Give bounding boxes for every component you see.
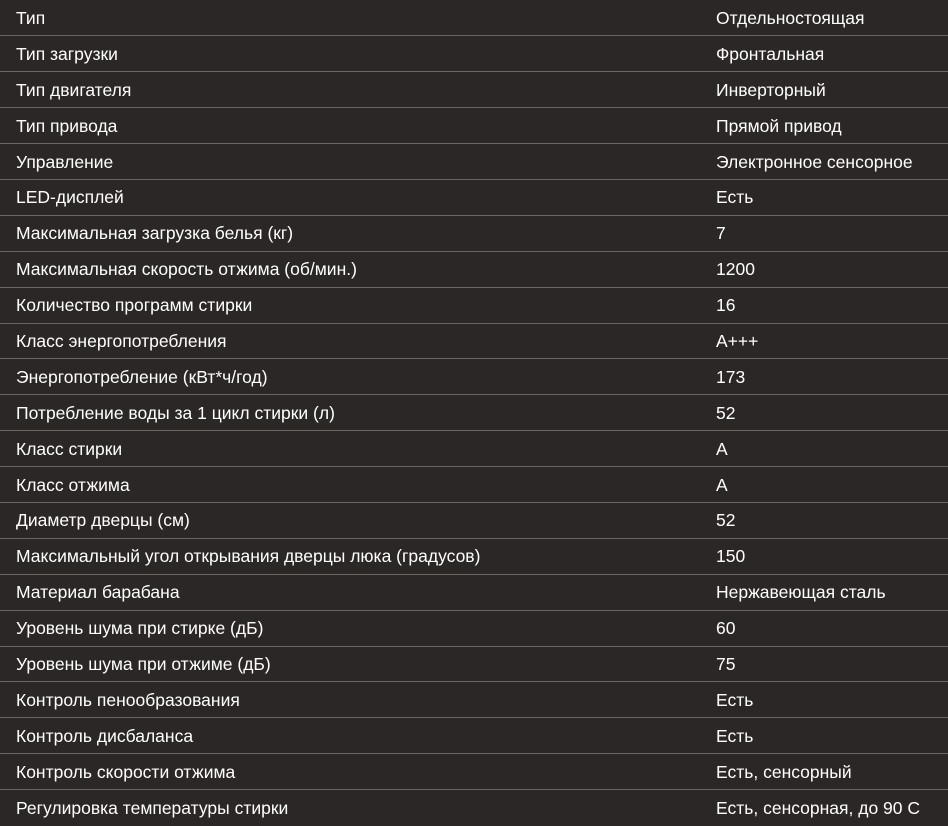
spec-name: Материал барабана bbox=[16, 582, 180, 603]
spec-row bbox=[0, 646, 948, 682]
spec-name: Уровень шума при отжиме (дБ) bbox=[16, 653, 271, 674]
spec-name: Контроль дисбаланса bbox=[16, 725, 194, 746]
spec-row bbox=[0, 0, 948, 36]
spec-row bbox=[0, 574, 948, 610]
spec-value: Отдельностоящая bbox=[716, 7, 865, 28]
spec-name: Диаметр дверцы (см) bbox=[16, 510, 190, 531]
spec-row bbox=[0, 359, 948, 395]
spec-row bbox=[0, 467, 948, 503]
spec-value: Нержавеющая сталь bbox=[716, 582, 886, 603]
spec-name: Тип двигателя bbox=[16, 79, 132, 100]
spec-name: LED-дисплей bbox=[16, 187, 124, 208]
spec-row bbox=[0, 610, 948, 646]
spec-row bbox=[0, 754, 948, 790]
spec-value: Есть, сенсорный bbox=[716, 761, 852, 782]
spec-row bbox=[0, 179, 948, 215]
spec-row bbox=[0, 790, 948, 826]
spec-value: 75 bbox=[716, 653, 736, 674]
spec-name: Управление bbox=[16, 151, 114, 172]
spec-row bbox=[0, 538, 948, 574]
spec-value: A+++ bbox=[716, 330, 759, 351]
spec-value: A bbox=[716, 474, 728, 495]
spec-value: 52 bbox=[716, 402, 736, 423]
spec-value: Есть bbox=[716, 187, 754, 208]
spec-row bbox=[0, 323, 948, 359]
spec-value: Фронтальная bbox=[716, 43, 825, 64]
spec-row bbox=[0, 502, 948, 538]
spec-name: Потребление воды за 1 цикл стирки (л) bbox=[16, 402, 335, 423]
spec-name: Уровень шума при стирке (дБ) bbox=[16, 618, 264, 639]
spec-value: 173 bbox=[716, 366, 746, 387]
spec-name: Класс стирки bbox=[16, 438, 123, 459]
spec-row bbox=[0, 287, 948, 323]
spec-value: Инверторный bbox=[716, 79, 826, 100]
spec-row bbox=[0, 108, 948, 144]
spec-row bbox=[0, 215, 948, 251]
spec-value: 60 bbox=[716, 618, 736, 639]
spec-row bbox=[0, 718, 948, 754]
spec-name: Максимальная загрузка белья (кг) bbox=[16, 223, 294, 244]
spec-name: Энергопотребление (кВт*ч/год) bbox=[16, 366, 268, 387]
spec-name: Максимальная скорость отжима (об/мин.) bbox=[16, 259, 357, 280]
spec-value: Есть bbox=[716, 689, 754, 710]
spec-name: Регулировка температуры стирки bbox=[16, 797, 289, 818]
spec-value: 150 bbox=[716, 546, 746, 567]
spec-value: Есть, сенсорная, до 90 С bbox=[716, 797, 921, 818]
spec-value: 52 bbox=[716, 510, 736, 531]
spec-name: Контроль скорости отжима bbox=[16, 761, 236, 782]
spec-row bbox=[0, 144, 948, 180]
spec-value: Есть bbox=[716, 725, 754, 746]
spec-name: Тип привода bbox=[16, 115, 118, 136]
spec-row bbox=[0, 251, 948, 287]
spec-name: Максимальный угол открывания дверцы люка (градусов) bbox=[16, 546, 481, 567]
spec-name: Контроль пенообразования bbox=[16, 689, 240, 710]
spec-row bbox=[0, 431, 948, 467]
spec-name: Количество программ стирки bbox=[16, 295, 253, 316]
spec-value: Прямой привод bbox=[716, 115, 842, 136]
spec-name: Класс отжима bbox=[16, 474, 130, 495]
spec-name: Тип загрузки bbox=[16, 43, 118, 64]
spec-name: Тип bbox=[16, 7, 46, 28]
spec-value: 7 bbox=[716, 223, 726, 244]
spec-row bbox=[0, 395, 948, 431]
spec-value: 16 bbox=[716, 295, 736, 316]
spec-value: A bbox=[716, 438, 728, 459]
spec-name: Класс энергопотребления bbox=[16, 330, 227, 351]
spec-row bbox=[0, 72, 948, 108]
spec-row bbox=[0, 36, 948, 72]
spec-row bbox=[0, 682, 948, 718]
spec-value: 1200 bbox=[716, 259, 755, 280]
spec-value: Электронное сенсорное bbox=[716, 151, 913, 172]
